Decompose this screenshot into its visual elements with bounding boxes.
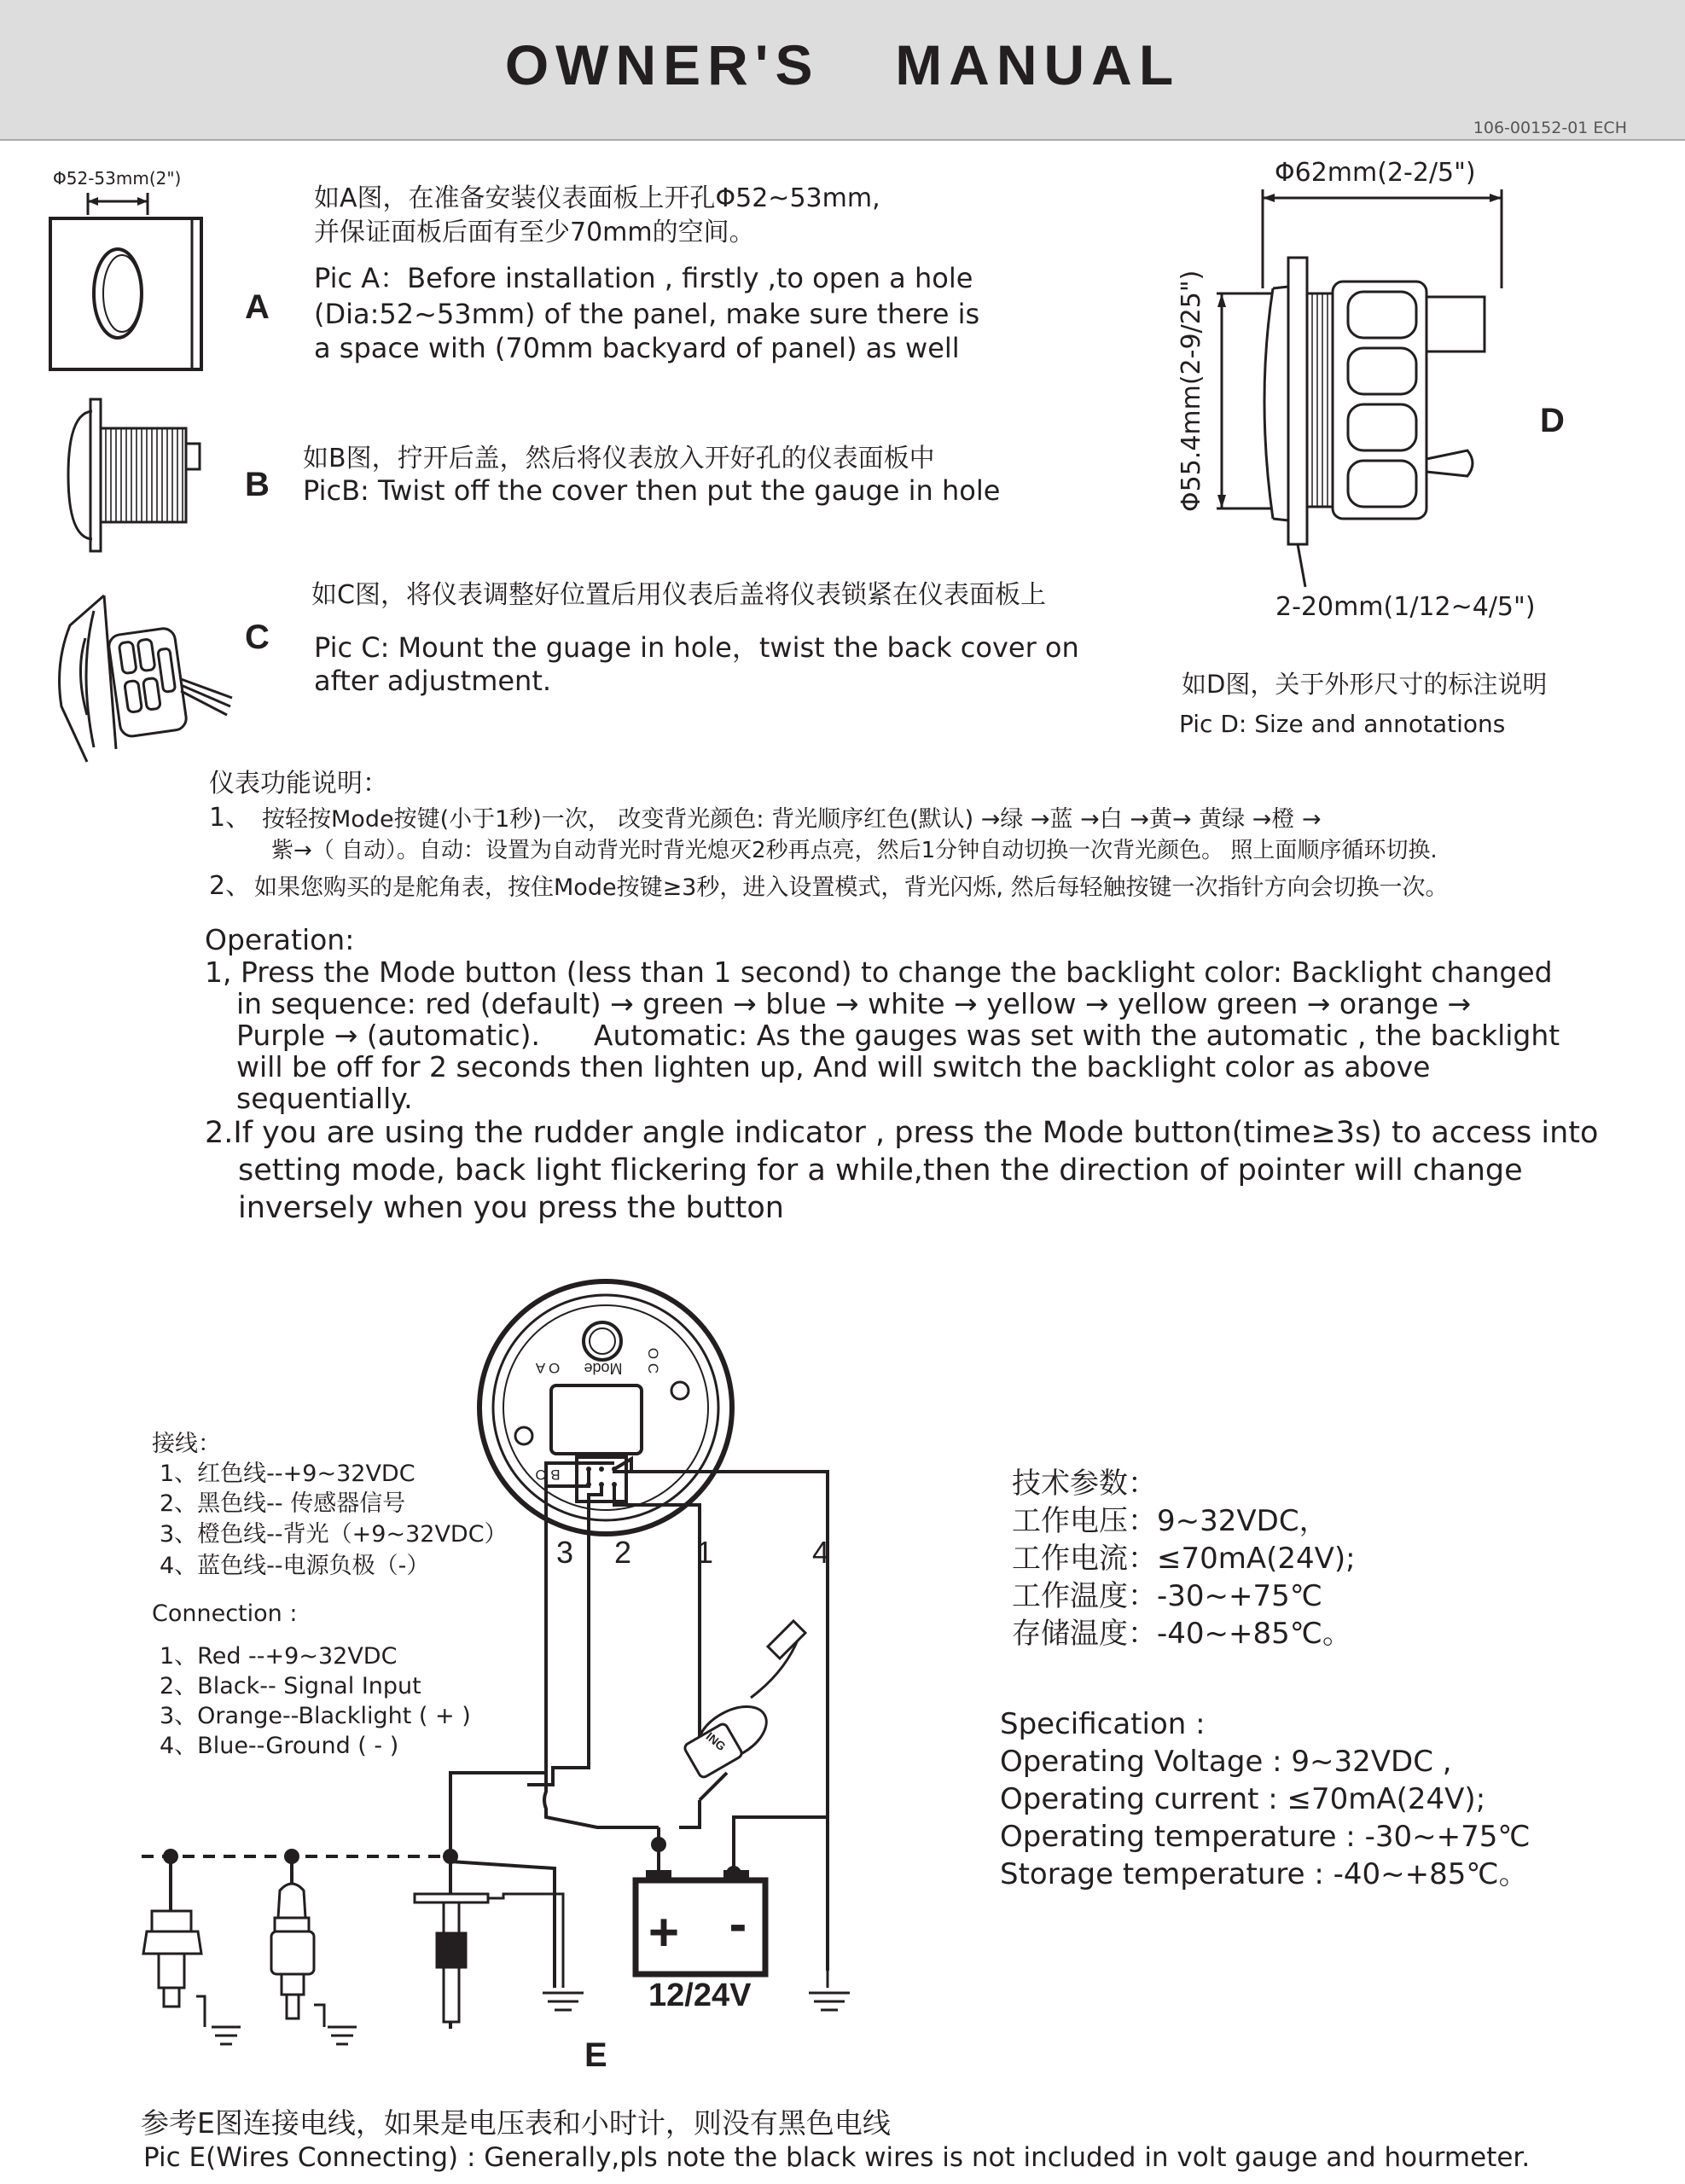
operation-item1-line1: 1, Press the Mode button (less than 1 second) to change the backlight color: Backlight changed: [205, 956, 1553, 989]
tech-zh-line: 存储温度：-40~+85℃。: [1012, 1617, 1351, 1651]
pic-e-letter: E: [584, 2036, 607, 2074]
pic-c-letter: C: [245, 619, 270, 656]
operation-item2-line1: 2.If you are using the rudder angle indicator , press the Mode button(time≥3s) to access into: [205, 1116, 1599, 1150]
function-zh-heading: 仪表功能说明：: [209, 769, 388, 799]
wiring-en-item: 1、Red --+9~32VDC: [160, 1643, 398, 1670]
tech-zh-line: 工作温度：-30~+75℃: [1012, 1579, 1322, 1613]
battery-voltage-label: 12/24V: [648, 1978, 752, 2013]
gauge-oc-label: O C: [645, 1347, 661, 1374]
gauge-ob-label: B O: [535, 1467, 561, 1483]
pic-d-en-caption: Pic D: Size and annotations: [1179, 710, 1506, 738]
wire-number-3: 3: [555, 1535, 574, 1570]
operation-item1-line4: will be off for 2 seconds then lighten up, And will switch the backlight color as above: [236, 1050, 1431, 1083]
operation-item2-line2: setting mode, back light flickering for a while,then the direction of pointer will change: [238, 1153, 1523, 1188]
pic-d-letter: D: [1540, 402, 1565, 439]
footer-zh-line: 参考E图连接电线，如果是电压表和小时计，则没有黑色电线: [141, 2106, 891, 2140]
spec-heading: Specification :: [1000, 1707, 1206, 1741]
page-title: OWNER'S MANUAL: [504, 33, 1181, 96]
pic-d-zh-caption: 如D图，关于外形尺寸的标注说明: [1182, 670, 1548, 699]
spec-line: Storage temperature : -40~+85℃。: [1000, 1857, 1528, 1891]
battery-minus-label: -: [729, 1895, 747, 1954]
spec-line: Operating Voltage : 9~32VDC ,: [1000, 1745, 1452, 1779]
pic-b-en-line: PicB: Twist off the cover then put the gauge in hole: [303, 474, 1001, 507]
pic-d-dim-top: Φ62mm(2-2/5"): [1275, 158, 1476, 188]
pic-c-en-line1: Pic C: Mount the guage in hole，twist the back cover on: [314, 631, 1079, 664]
operation-item1-line2: in sequence: red (default) → green → blue → white → yellow → yellow green → orange →: [236, 987, 1472, 1020]
wiring-en-item: 3、Orange--Blacklight ( + ): [160, 1703, 471, 1729]
battery-plus-label: +: [648, 1903, 680, 1962]
wire-number-2: 2: [613, 1535, 632, 1570]
wire-number-1: 1: [695, 1535, 714, 1570]
pic-c-en-line2: after adjustment.: [314, 665, 552, 697]
pic-d-dim-side: Φ55.4mm(2-9/25"): [1177, 270, 1206, 512]
wiring-en-heading: Connection :: [152, 1600, 298, 1627]
pic-a-zh-line1: 如A图，在准备安装仪表面板上开孔Φ52~53mm,: [314, 183, 880, 213]
pic-a-en-line2: (Dia:52~53mm) of the panel, make sure there is: [314, 298, 980, 330]
wire-number-4: 4: [811, 1535, 830, 1570]
wiring-zh-item: 2、黑色线-- 传感器信号: [160, 1490, 406, 1517]
wiring-en-item: 2、Black-- Signal Input: [160, 1673, 421, 1699]
pic-b-letter: B: [245, 466, 270, 503]
tech-zh-line: 工作电流：≤70mA(24V);: [1012, 1542, 1356, 1576]
tech-zh-line: 工作电压：9~32VDC，: [1012, 1504, 1328, 1538]
operation-heading: Operation:: [205, 923, 355, 956]
wiring-zh-item: 1、红色线--+9~32VDC: [160, 1461, 415, 1487]
gauge-back-drawing: [479, 1281, 732, 1534]
tech-zh-heading: 技术参数：: [1012, 1467, 1157, 1501]
function-zh-item1-num: 1、: [209, 803, 252, 833]
wiring-zh-item: 4、蓝色线--电源负极（-）: [160, 1553, 430, 1579]
function-zh-item2-num: 2、: [209, 871, 252, 901]
pic-a-dimension-label: Φ52-53mm(2"): [53, 168, 182, 189]
wiring-en-item: 4、Blue--Ground ( - ): [160, 1733, 399, 1759]
pic-a-letter: A: [245, 288, 270, 326]
pic-a-en-line1: Pic A：Before installation , firstly ,to open a hole: [314, 262, 973, 294]
pic-d-dim-bottom: 2-20mm(1/12~4/5"): [1275, 592, 1536, 622]
operation-item1-line5: sequentially.: [236, 1082, 413, 1115]
spec-line: Operating temperature : -30~+75℃: [1000, 1820, 1531, 1854]
gauge-oa-label: O A: [535, 1360, 561, 1376]
gauge-mode-label: Mode: [584, 1360, 623, 1377]
wiring-zh-heading: 接线：: [152, 1431, 221, 1457]
wiring-zh-item: 3、橙色线--背光（+9~32VDC）: [160, 1521, 508, 1548]
ignition-label: ING: [703, 1729, 729, 1754]
footer-en-line: Pic E(Wires Connecting) : Generally,pls note the black wires is not included in volt gauge and hourmeter.: [143, 2142, 1531, 2173]
pic-a-zh-line2: 并保证面板后面有至少70mm的空间。: [314, 218, 755, 247]
pic-c-zh-line: 如C图，将仪表调整好位置后用仪表后盖将仪表锁紧在仪表面板上: [311, 580, 1046, 610]
spec-line: Operating current : ≤70mA(24V);: [1000, 1782, 1486, 1816]
operation-item2-line3: inversely when you press the button: [238, 1191, 784, 1225]
pic-b-zh-line: 如B图，拧开后盖，然后将仪表放入开好孔的仪表面板中: [303, 444, 935, 473]
function-zh-item1-line1: 按轻按Mode按键(小于1秒)一次， 改变背光颜色: 背光顺序红色(默认) →绿 →蓝 →白 →黄→ 黄绿 →橙 →: [262, 806, 1322, 833]
operation-item1-line3: Purple → (automatic). Automatic: As the gauges was set with the automatic , the backlight: [236, 1019, 1560, 1052]
function-zh-item1-line2: 紫→（ 自动）。自动：设置为自动背光时背光熄灭2秒再点亮，然后1分钟自动切换一次背光颜色。 照上面顺序循环切换.: [271, 838, 1438, 863]
pic-a-en-line3: a space with (70mm backyard of panel) as well: [314, 332, 960, 364]
document-code: 106-00152-01 ECH: [1473, 119, 1627, 137]
function-zh-item2-line1: 如果您购买的是舵角表，按住Mode按键≥3秒，进入设置模式，背光闪烁, 然后每轻触按键一次指针方向会切换一次。: [254, 874, 1449, 901]
